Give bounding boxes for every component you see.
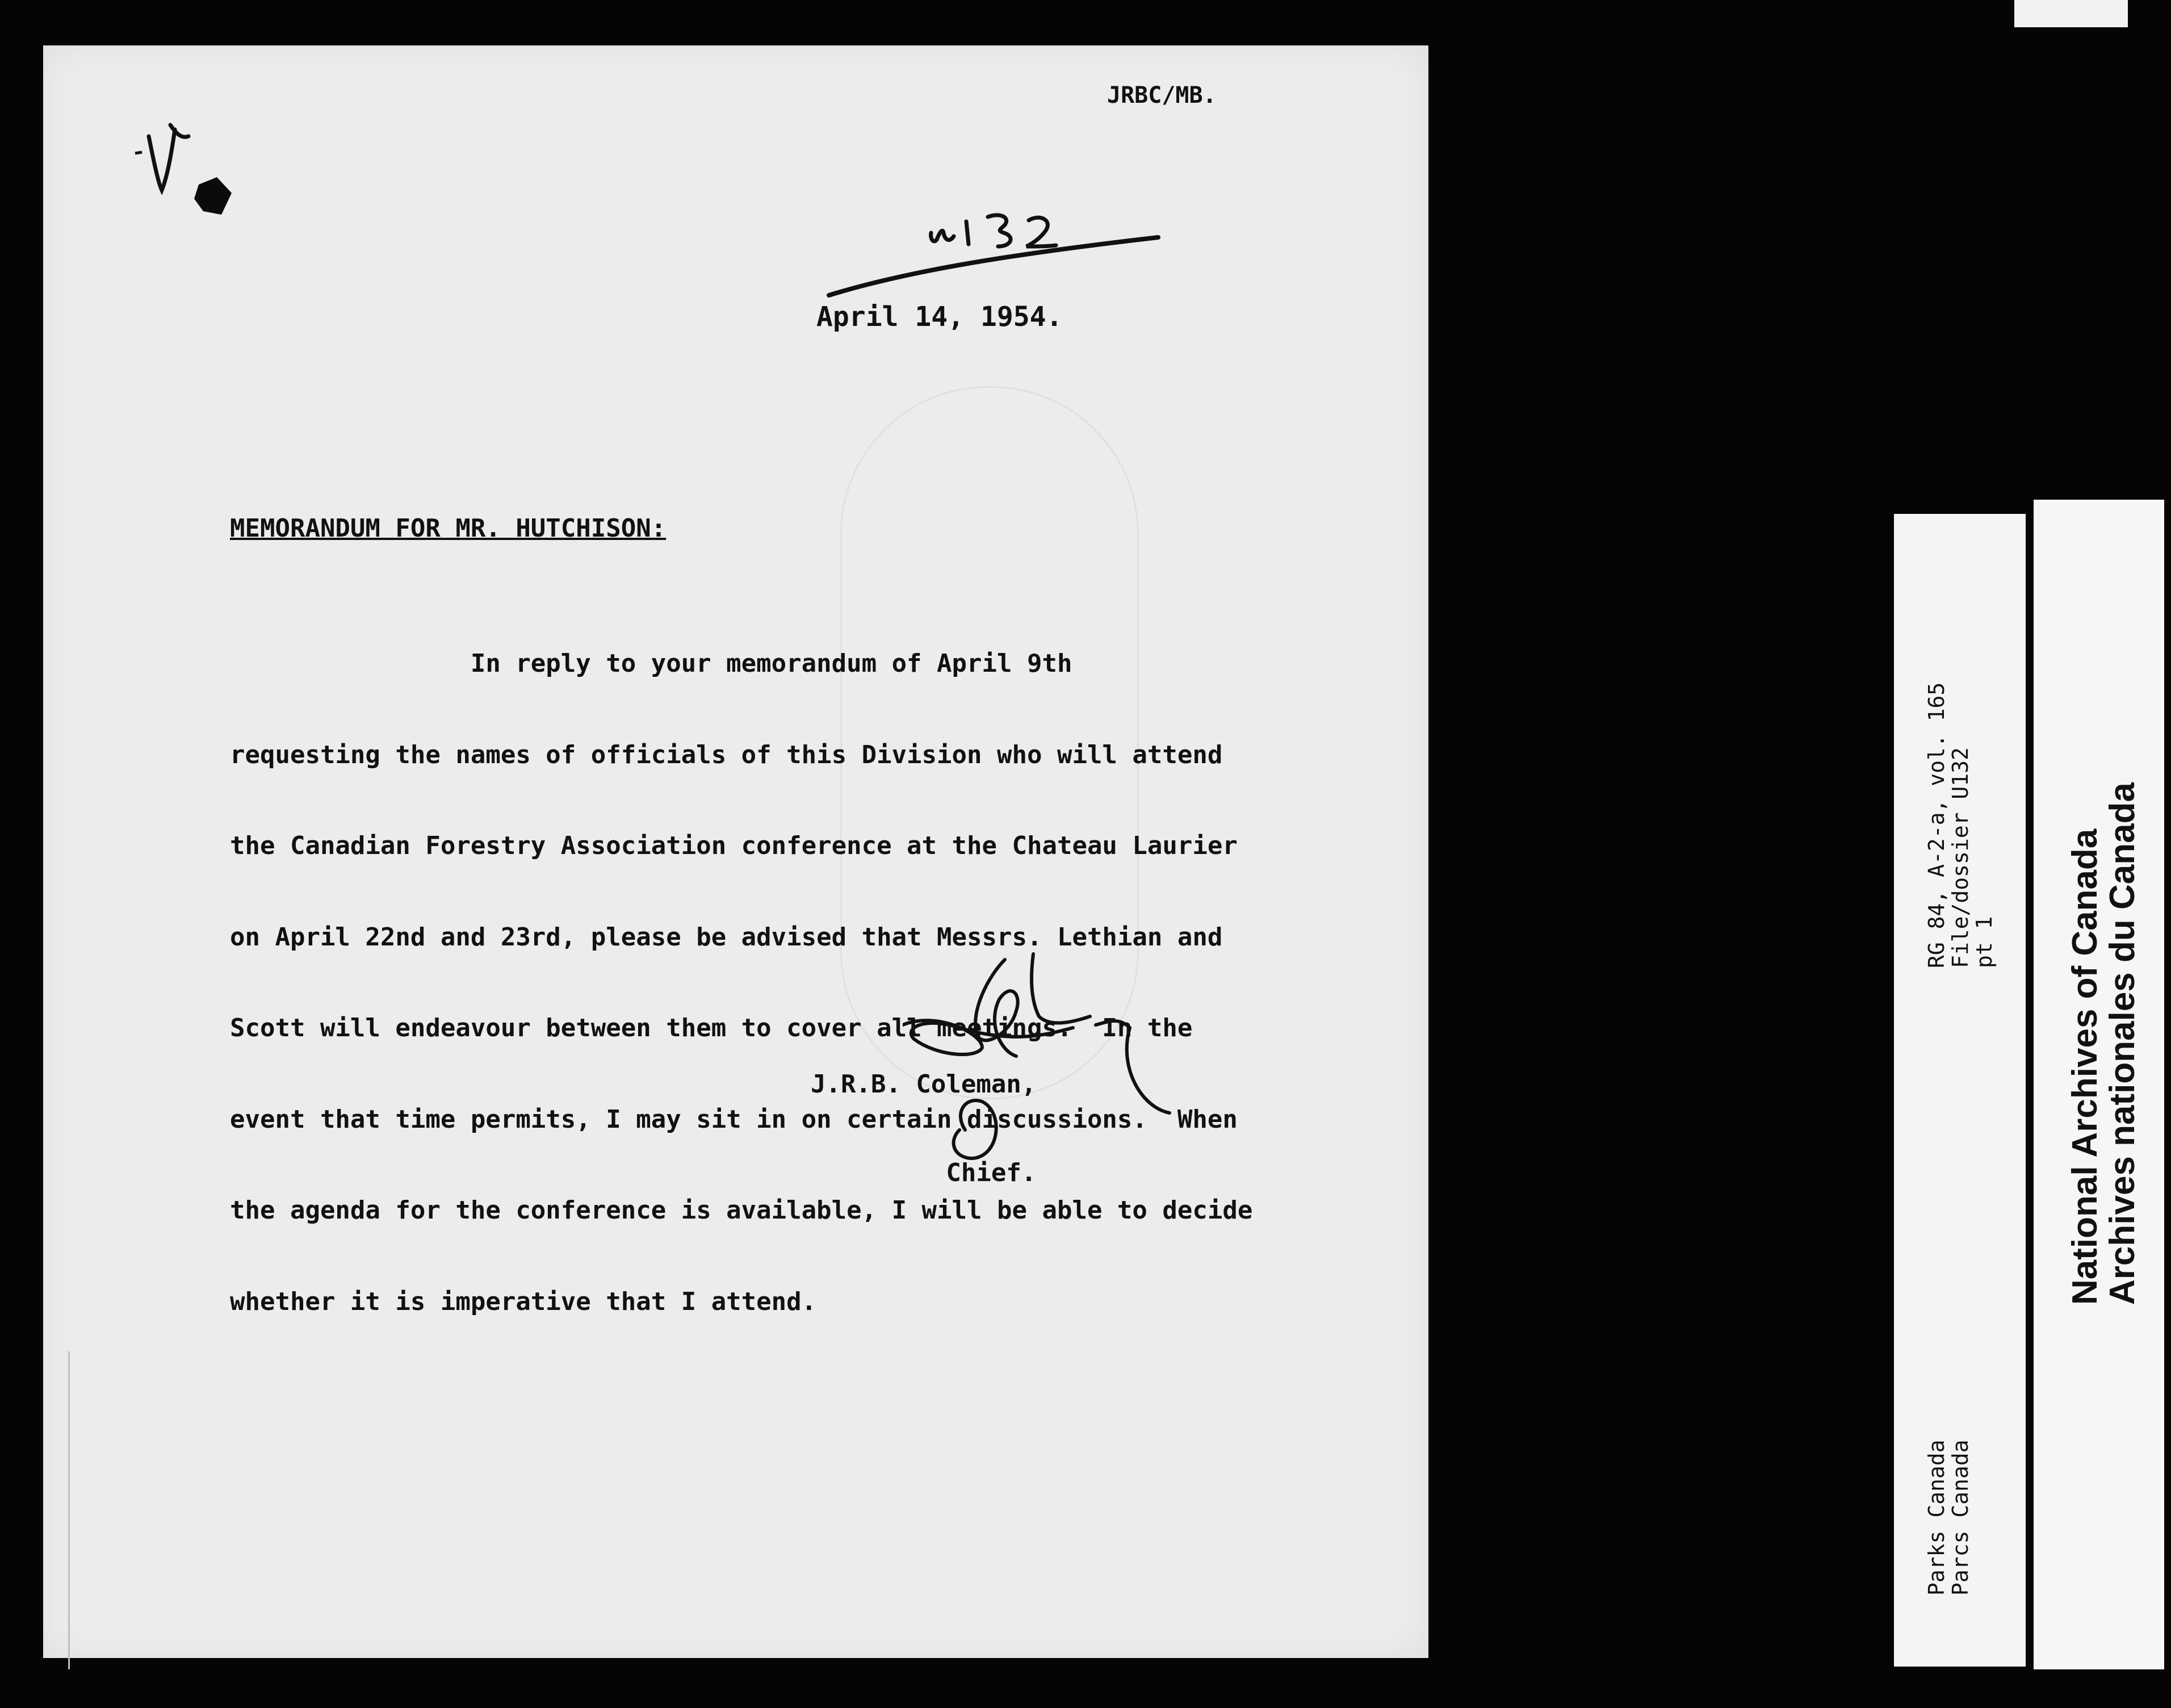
institution-name-fr: Archives nationales du Canada xyxy=(2103,782,2142,1305)
memo-heading: MEMORANDUM FOR MR. HUTCHISON: xyxy=(230,514,667,543)
body-line: the agenda for the conference is available, I will be able to decide xyxy=(230,1196,1253,1225)
body-line: event that time permits, I may sit in on certain discussions. When xyxy=(230,1104,1238,1134)
reference-line-2: File/dossier U132 xyxy=(1948,747,1973,968)
reference-line-1: RG 84, A-2-a, vol. 165 xyxy=(1924,682,1949,968)
institution-name-en: National Archives of Canada xyxy=(2065,828,2105,1305)
body-line: the Canadian Forestry Association conference at the Chateau Laurier xyxy=(230,831,1238,860)
source-line-2: Parcs Canada xyxy=(1948,1439,1973,1596)
archive-reference-label xyxy=(1894,514,2026,1667)
reference-initials: JRBC/MB. xyxy=(1107,82,1217,108)
signer-title: Chief. xyxy=(946,1158,1037,1187)
memo-date: April 14, 1954. xyxy=(816,301,1063,333)
body-line: requesting the names of officials of this Division who will attend xyxy=(230,740,1223,769)
body-line: on April 22nd and 23rd, please be advised that Messrs. Lethian and xyxy=(230,922,1223,952)
handwritten-signature xyxy=(903,943,1187,1181)
source-line-1: Parks Canada xyxy=(1924,1439,1949,1596)
handwritten-file-mark xyxy=(818,187,1181,301)
signer-name: J.R.B. Coleman, xyxy=(811,1070,1037,1099)
body-line: In reply to your memorandum of April 9th xyxy=(230,649,1072,678)
film-edge-tab xyxy=(2014,0,2128,27)
page-edge-line xyxy=(68,1351,132,1669)
archive-institution-label xyxy=(2034,500,2164,1669)
body-line: Scott will endeavour between them to cover all meetings. In the xyxy=(230,1014,1193,1043)
handwritten-initials xyxy=(131,114,255,244)
reference-line-3: pt 1 xyxy=(1972,916,1997,968)
body-line: whether it is imperative that I attend. xyxy=(230,1287,817,1316)
